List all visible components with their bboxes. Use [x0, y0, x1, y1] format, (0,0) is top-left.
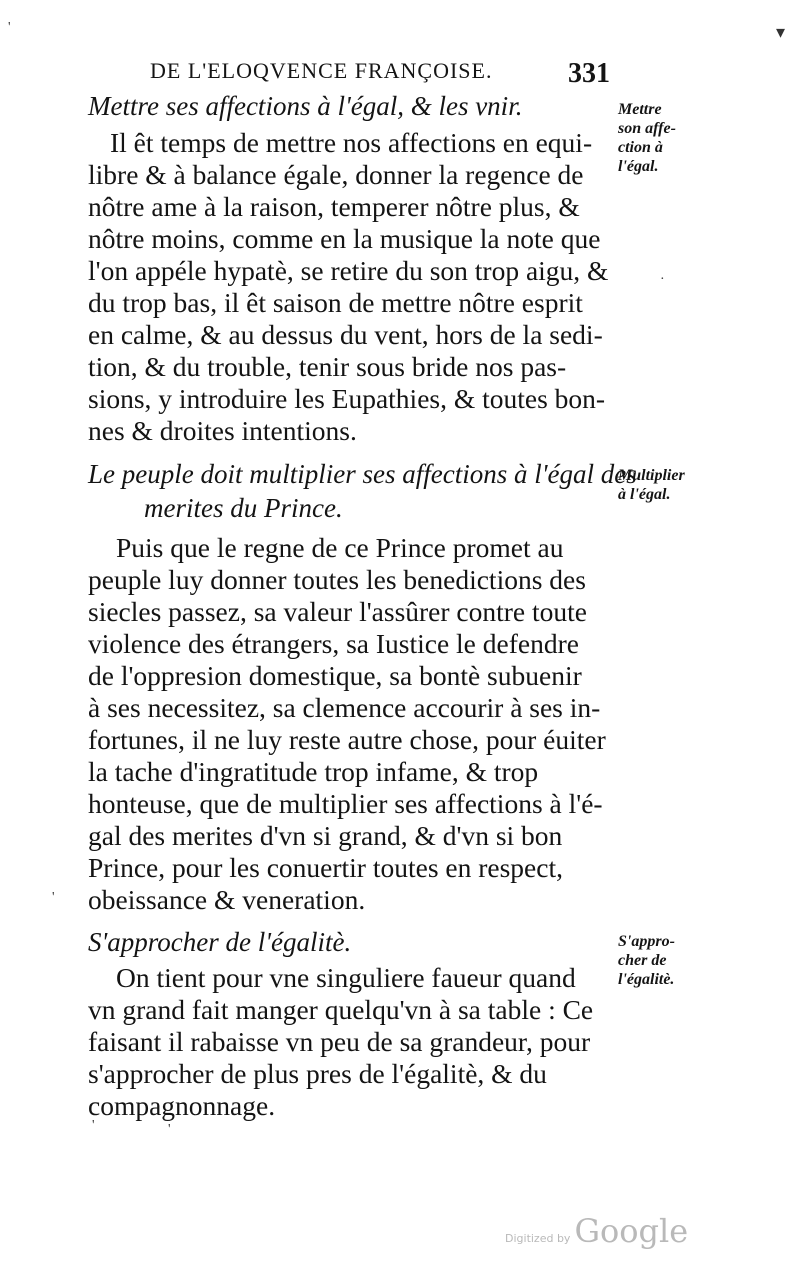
- text-line: du trop bas, il êt saison de mettre nôtre esprit: [88, 287, 583, 318]
- text-line: l'on appéle hypatè, se retire du son trop aigu, &: [88, 255, 609, 286]
- text-line: en calme, & au dessus du vent, hors de la sedi-: [88, 319, 603, 350]
- text-line: sions, y introduire les Eupathies, & toutes bon-: [88, 383, 606, 414]
- section-heading: Mettre ses affections à l'égal, & les vnir.: [88, 91, 523, 121]
- digitized-watermark: [505, 1212, 688, 1250]
- text-line: fortunes, il ne luy reste autre chose, pour éuiter: [88, 724, 606, 755]
- text-line: Il êt temps de mettre nos affections en equi-: [110, 127, 593, 158]
- text-line: tion, & du trouble, tenir sous bride nos pas-: [88, 351, 567, 382]
- margin-note: [618, 100, 718, 176]
- watermark-prefix: Digitized by: [505, 1232, 571, 1245]
- margin-note-line: l'égalitè.: [618, 971, 675, 988]
- text-line: libre & à balance égale, donner la regence de: [88, 159, 584, 190]
- margin-note: [618, 932, 718, 989]
- text-line: honteuse, que de multiplier ses affections à l'é-: [88, 788, 603, 819]
- text-line: peuple luy donner toutes les benedictions des: [88, 564, 586, 595]
- margin-note: [618, 466, 718, 504]
- scan-speck: ': [168, 1122, 171, 1137]
- scan-speck: ·: [660, 272, 665, 287]
- running-title: DE L'ELOQVENCE FRANÇOISE.: [150, 58, 493, 83]
- page-number: 331: [568, 58, 610, 89]
- text-line: la tache d'ingratitude trop infame, & trop: [88, 756, 539, 787]
- scan-speck: ': [8, 20, 11, 35]
- text-line: s'approcher de plus pres de l'égalitè, & du: [88, 1058, 547, 1089]
- google-logo: Google: [574, 1212, 689, 1250]
- text-line: nes & droites intentions.: [88, 415, 357, 446]
- text-line: compagnonnage.: [88, 1090, 276, 1121]
- section-heading: Le peuple doit multiplier ses affections à l'égal des: [88, 459, 637, 489]
- section-heading-continued: merites du Prince.: [144, 493, 343, 523]
- section-heading: S'approcher de l'égalitè.: [88, 927, 352, 957]
- text-line: Prince, pour les conuertir toutes en respect,: [88, 852, 563, 883]
- text-line: violence des étrangers, sa Iustice le defendre: [88, 628, 579, 659]
- text-line: gal des merites d'vn si grand, & d'vn si bon: [88, 820, 563, 851]
- margin-note-line: à l'égal.: [618, 486, 671, 503]
- text-line: nôtre ame à la raison, temperer nôtre plus, &: [88, 191, 580, 222]
- margin-note-line: S'appro-: [618, 933, 675, 950]
- text-line: siecles passez, sa valeur l'assûrer contre toute: [88, 596, 587, 627]
- scan-speck: ': [52, 890, 55, 905]
- margin-note-line: Mettre: [618, 101, 662, 118]
- text-line: de l'oppresion domestique, sa bontè subuenir: [88, 660, 582, 691]
- text-line: faisant il rabaisse vn peu de sa grandeur, pour: [88, 1026, 591, 1057]
- text-line: obeissance & veneration.: [88, 884, 366, 915]
- text-line: à ses necessitez, sa clemence accourir à ses in-: [88, 692, 601, 723]
- margin-note-line: ction à: [618, 139, 663, 156]
- text-line: vn grand fait manger quelqu'vn à sa table : Ce: [88, 994, 594, 1025]
- margin-note-line: cher de: [618, 952, 667, 969]
- text-line: Puis que le regne de ce Prince promet au: [116, 532, 564, 563]
- margin-note-line: Multiplier: [618, 467, 685, 484]
- scan-speck: ': [92, 1118, 95, 1133]
- margin-note-line: l'égal.: [618, 158, 659, 175]
- text-line: On tient pour vne singuliere faueur quand: [116, 962, 576, 993]
- corner-mark: ▾: [776, 22, 786, 42]
- margin-note-line: son affe-: [618, 120, 676, 137]
- text-line: nôtre moins, comme en la musique la note que: [88, 223, 601, 254]
